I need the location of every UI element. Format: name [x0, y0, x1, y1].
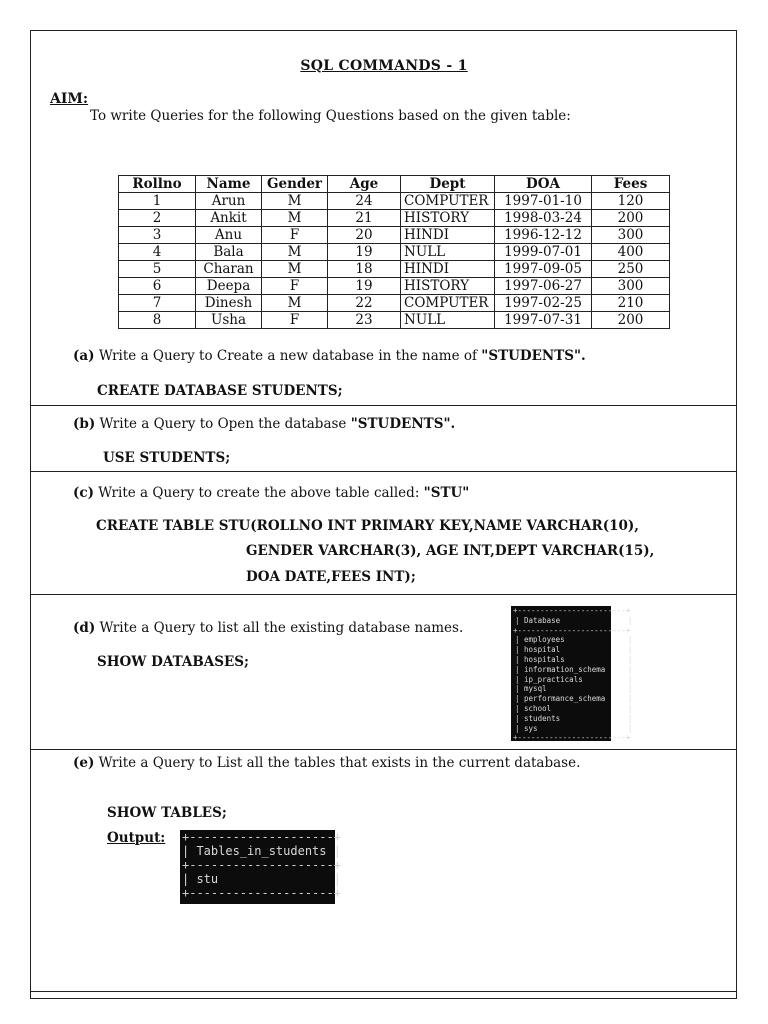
- question-b-emph: "STUDENTS".: [350, 416, 456, 432]
- question-a: [73, 348, 586, 364]
- header-fees: Fees: [592, 176, 670, 193]
- terminal-border: +--------------------+: [182, 858, 341, 872]
- cell-doa: 1998-03-24: [495, 210, 592, 227]
- terminal-row: | mysql |: [515, 684, 633, 694]
- cell-age: 19: [328, 244, 401, 261]
- databases-output-terminal: [511, 606, 633, 743]
- cell-rollno: 4: [119, 244, 196, 261]
- aim-label: AIM:: [50, 91, 89, 107]
- table-row: [119, 210, 670, 227]
- cell-fees: 200: [592, 210, 670, 227]
- question-d-label: (d): [73, 620, 96, 636]
- cell-fees: 200: [592, 312, 670, 329]
- cell-name: Usha: [196, 312, 262, 329]
- table-row: [119, 312, 670, 329]
- cell-rollno: 2: [119, 210, 196, 227]
- cell-rollno: 7: [119, 295, 196, 312]
- cell-doa: 1997-06-27: [495, 278, 592, 295]
- terminal-row: | hospital |: [515, 645, 633, 655]
- cell-doa: 1996-12-12: [495, 227, 592, 244]
- cell-dept: HINDI: [401, 227, 495, 244]
- terminal-row: | stu |: [182, 872, 341, 886]
- cell-rollno: 3: [119, 227, 196, 244]
- cell-doa: 1997-07-31: [495, 312, 592, 329]
- cell-name: Ankit: [196, 210, 262, 227]
- answer-b: USE STUDENTS;: [103, 450, 231, 466]
- cell-gender: M: [262, 261, 328, 278]
- cell-rollno: 8: [119, 312, 196, 329]
- table-row: [119, 278, 670, 295]
- cell-age: 18: [328, 261, 401, 278]
- question-a-text: Write a Query to Create a new database in the name of: [94, 348, 482, 364]
- table-row: [119, 261, 670, 278]
- terminal-row: | ip_practicals |: [515, 674, 633, 684]
- cell-dept: HISTORY: [401, 210, 495, 227]
- cell-age: 23: [328, 312, 401, 329]
- cell-name: Bala: [196, 244, 262, 261]
- terminal-row: | information_schema |: [515, 664, 633, 674]
- cell-rollno: 1: [119, 193, 196, 210]
- question-e: [73, 755, 580, 771]
- question-a-emph: "STUDENTS".: [481, 348, 586, 364]
- section-divider: [30, 471, 737, 472]
- terminal-row: | hospitals |: [515, 654, 633, 664]
- question-c-text: Write a Query to create the above table called:: [94, 485, 424, 501]
- answer-a: CREATE DATABASE STUDENTS;: [97, 383, 343, 399]
- cell-fees: 300: [592, 278, 670, 295]
- table-row: [119, 295, 670, 312]
- cell-age: 19: [328, 278, 401, 295]
- question-e-label: (e): [73, 755, 95, 771]
- cell-doa: 1999-07-01: [495, 244, 592, 261]
- cell-name: Charan: [196, 261, 262, 278]
- answer-d: SHOW DATABASES;: [97, 654, 250, 670]
- header-doa: DOA: [495, 176, 592, 193]
- question-d: [73, 620, 463, 636]
- aim-text: To write Queries for the following Questions based on the given table:: [90, 108, 571, 124]
- cell-dept: NULL: [401, 312, 495, 329]
- answer-c-line1: CREATE TABLE STU(ROLLNO INT PRIMARY KEY,NAME VARCHAR(10),: [96, 518, 640, 534]
- terminal-header: | Database |: [515, 615, 633, 625]
- terminal-row: | performance_schema |: [515, 694, 633, 704]
- cell-dept: HINDI: [401, 261, 495, 278]
- answer-c-line3: DOA DATE,FEES INT);: [246, 569, 416, 585]
- question-b: [73, 416, 455, 432]
- terminal-header: | Tables_in_students |: [182, 844, 341, 858]
- cell-rollno: 6: [119, 278, 196, 295]
- cell-name: Dinesh: [196, 295, 262, 312]
- header-rollno: Rollno: [119, 176, 196, 193]
- terminal-row: | school |: [515, 703, 633, 713]
- cell-age: 21: [328, 210, 401, 227]
- cell-gender: M: [262, 244, 328, 261]
- terminal-border: +------------------------+: [513, 606, 631, 615]
- cell-gender: F: [262, 278, 328, 295]
- cell-fees: 210: [592, 295, 670, 312]
- terminal-border: +------------------------+: [513, 625, 631, 635]
- answer-e: SHOW TABLES;: [107, 805, 227, 821]
- table-row: [119, 227, 670, 244]
- table-header-row: [119, 176, 670, 193]
- cell-fees: 250: [592, 261, 670, 278]
- terminal-row: | employees |: [515, 635, 633, 645]
- output-label: Output:: [107, 830, 166, 846]
- cell-doa: 1997-01-10: [495, 193, 592, 210]
- tables-output-terminal: [180, 830, 341, 904]
- header-name: Name: [196, 176, 262, 193]
- header-gender: Gender: [262, 176, 328, 193]
- cell-doa: 1997-02-25: [495, 295, 592, 312]
- cell-age: 22: [328, 295, 401, 312]
- section-divider: [30, 594, 737, 595]
- cell-dept: COMPUTER: [401, 193, 495, 210]
- cell-name: Anu: [196, 227, 262, 244]
- terminal-border: +------------------------+: [513, 733, 631, 743]
- question-e-text: Write a Query to List all the tables that exists in the current database.: [94, 755, 581, 771]
- cell-fees: 400: [592, 244, 670, 261]
- cell-gender: M: [262, 210, 328, 227]
- table-row: [119, 244, 670, 261]
- terminal-row: | sys |: [515, 723, 633, 733]
- cell-fees: 120: [592, 193, 670, 210]
- cell-age: 20: [328, 227, 401, 244]
- header-age: Age: [328, 176, 401, 193]
- question-c-label: (c): [73, 485, 94, 501]
- page-bottom-rule: [30, 991, 737, 992]
- cell-dept: NULL: [401, 244, 495, 261]
- cell-gender: M: [262, 193, 328, 210]
- question-b-text: Write a Query to Open the database: [95, 416, 351, 432]
- terminal-row: | students |: [515, 713, 633, 723]
- cell-name: Deepa: [196, 278, 262, 295]
- question-c: [73, 485, 469, 501]
- cell-dept: HISTORY: [401, 278, 495, 295]
- cell-doa: 1997-09-05: [495, 261, 592, 278]
- terminal-border: +--------------------+: [182, 886, 341, 900]
- cell-dept: COMPUTER: [401, 295, 495, 312]
- student-table: [118, 175, 670, 329]
- question-c-emph: "STU": [423, 485, 470, 501]
- page-title: SQL COMMANDS - 1: [300, 58, 468, 74]
- cell-rollno: 5: [119, 261, 196, 278]
- answer-c-line2: GENDER VARCHAR(3), AGE INT,DEPT VARCHAR(15),: [246, 543, 655, 559]
- cell-gender: M: [262, 295, 328, 312]
- cell-age: 24: [328, 193, 401, 210]
- question-b-label: (b): [73, 416, 96, 432]
- question-d-text: Write a Query to list all the existing database names.: [95, 620, 464, 636]
- table-row: [119, 193, 670, 210]
- cell-gender: F: [262, 312, 328, 329]
- section-divider: [30, 405, 737, 406]
- cell-fees: 300: [592, 227, 670, 244]
- terminal-border: +--------------------+: [182, 830, 341, 844]
- section-divider: [30, 749, 737, 750]
- header-dept: Dept: [401, 176, 495, 193]
- cell-name: Arun: [196, 193, 262, 210]
- cell-gender: F: [262, 227, 328, 244]
- question-a-label: (a): [73, 348, 95, 364]
